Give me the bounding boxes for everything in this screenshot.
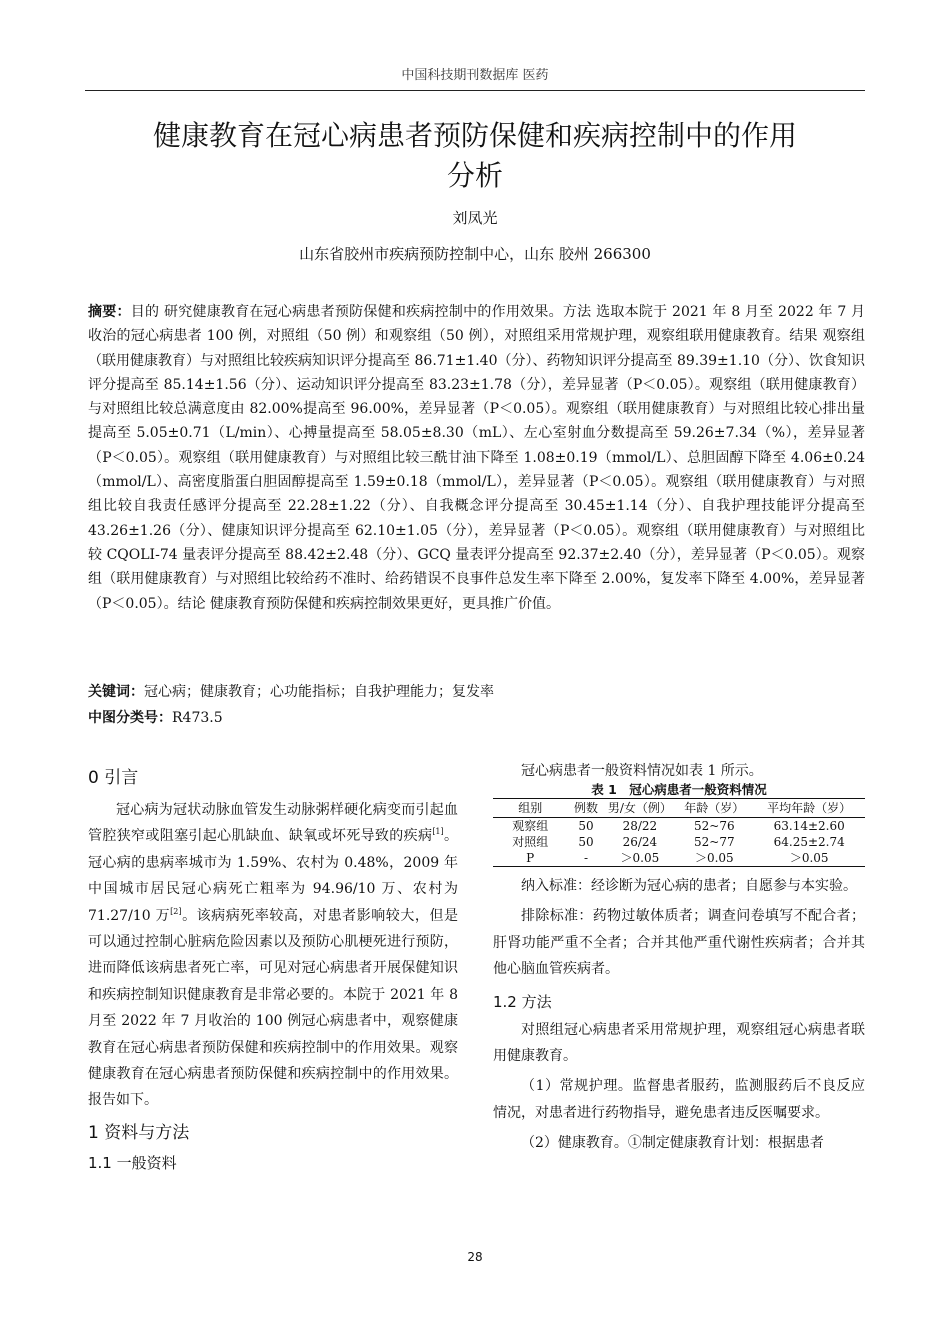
table-header-cell: 平均年龄（岁） (767, 801, 852, 815)
table-row (493, 818, 865, 835)
table-cell: 对照组 (512, 835, 549, 849)
methods-paragraph-2: （1）常规护理。监督患者服药，监测服药后不良反应情况，对患者进行药物指导，避免患者违反医嘱要求。 (493, 1078, 865, 1121)
methods-paragraph-1: 对照组冠心病患者采用常规护理，观察组冠心病患者联用健康教育。 (493, 1021, 865, 1065)
table-cell: 50 (578, 819, 594, 833)
table-cell: 52~76 (694, 819, 735, 833)
section-1-1-heading: 1.1 一般资料 (88, 1153, 177, 1172)
intro-text-1: 冠心病为冠状动脉血管发生动脉粥样硬化病变而引起血管腔狭窄或阻塞引起心肌缺血、缺氧或坏死导致的疾病 (88, 802, 458, 845)
exclusion-criteria: 排除标准：药物过敏体质者；调查问卷填写不配合者；肝肾功能严重不全者；合并其他严重代谢性疾病者；合并其他心脑血管疾病者。 (493, 908, 865, 978)
intro-text-3: 。该病病死率较高，对患者影响较大，但是可以通过控制心脏病危险因素以及预防心肌梗死进行预防，进而降低该病患者死亡率，可见对冠心病患者开展保健知识和疾病控制知识健康教育是非常必要的。本院于 2021 年 8 月至 2022 年 7 月收治的 100 例冠心病患者中，观察健康教育在冠心病患者预防保健和疾病控制中的作用效果。观察健康教育在冠心病患者预防保健和疾病控制中的作用效果。报告如下。 (88, 907, 459, 1109)
table-intro: 冠心病患者一般资料情况如表 1 所示。 (521, 763, 763, 779)
right-column (493, 760, 865, 1157)
table-1 (493, 798, 865, 867)
abstract-text: 目的 研究健康教育在冠心病患者预防保健和疾病控制中的作用效果。方法 选取本院于 2021 年 8 月至 2022 年 7 月收治的冠心病患者 100 例，对照组（50 例）和观察组（50 例），对照组采用常规护理，观察组联用健康教育。结果 观察组（联用健康教育）与对照组比较疾病知识评分提高至 86.71±1.40（分）、药物知识评分提高至 89.39±1.10（分）、饮食知识评分提高至 85.14±1.56（分）、运动知识评分提高至 83.23±1.78（分），差异显著（P＜0.05）。观察组（联用健康教育）与对照组比较总满意度由 82.00%提高至 96.00%，差异显著（P＜0.05）。观察组（联用健康教育）与对照组比较心排出量提高至 5.05±0.71（L/min）、心搏量提高至 58.05±8.30（mL）、左心室射血分数提高至 59.26±7.34（%），差异显著（P＜0.05）。观察组（联用健康教育）与对照组比较三酰甘油下降至 1.08±0.19（mmol/L）、总胆固醇下降至 4.06±0.24（mmol/L）、高密度脂蛋白胆固醇提高至 1.59±0.18（mmol/L），差异显著（P＜0.05）。观察组（联用健康教育）与对照组比较自我责任感评分提高至 22.28±1.22（分）、自我概念评分提高至 30.45±1.14（分）、自我护理技能评分提高至 43.26±1.26（分）、健康知识评分提高至 62.10±1.05（分），差异显著（P＜0.05）。观察组（联用健康教育）与对照组比较 CQOLI-74 量表评分提高至 88.42±2.48（分）、GCQ 量表评分提高至 92.37±2.40（分），差异显著（P＜0.05）。观察组（联用健康教育）与对照组比较给药不准时、给药错误不良事件总发生率下降至 2.00%，复发率下降至 4.00%，差异显著（P＜0.05）。结论 健康教育预防保健和疾病控制效果更好，更具推广价值。 (88, 304, 865, 612)
table-header-cell: 男/女（例） (607, 801, 672, 815)
keywords-text: 冠心病；健康教育；心功能指标；自我护理能力；复发率 (144, 684, 494, 700)
table-header-cell: 例数 (573, 801, 598, 815)
table-caption: 表 1 冠心病患者一般资料情况 (591, 782, 767, 797)
table-cell: ＞0.05 (694, 851, 734, 865)
methods-paragraph-3: （2）健康教育。①制定健康教育计划：根据患者 (521, 1135, 824, 1152)
title-line-1: 健康教育在冠心病患者预防保健和疾病控制中的作用 (152, 119, 797, 152)
table-row (493, 834, 865, 850)
table-cell: 52~77 (694, 835, 735, 849)
intro-paragraph (88, 797, 458, 1114)
table-cell: ＞0.05 (620, 851, 660, 865)
table-cell: 28/22 (622, 819, 658, 833)
affiliation: 山东省胶州市疾病预防控制中心，山东 胶州 266300 (299, 245, 651, 263)
citation-2: [2] (170, 906, 182, 916)
inclusion-criteria: 纳入标准：经诊断为冠心病的患者；自愿参与本实验。 (521, 878, 857, 894)
table-cell: 26/24 (622, 835, 658, 849)
classification-label: 中图分类号： (88, 710, 172, 726)
abstract (88, 300, 865, 616)
page-number: 28 (467, 1250, 483, 1264)
classification-number (88, 707, 865, 729)
citation-1: [1] (432, 827, 444, 837)
section-1-2-heading: 1.2 方法 (493, 992, 552, 1011)
intro-text-2: 。冠心病的患病率城市为 1.59%、农村为 0.48%，2009 年中国城市居民冠心病死亡粗率为 94.96/10 万、农村为 71.27/10 万 (88, 828, 459, 924)
section-1-heading: 1 资料与方法 (88, 1122, 190, 1143)
table-cell: 50 (578, 835, 594, 849)
section-0-heading: 0 引言 (88, 768, 139, 788)
table-header-cell: 组别 (518, 801, 543, 815)
keywords-label: 关键词： (88, 684, 144, 700)
running-header: 中国科技期刊数据库 医药 (85, 66, 865, 91)
title-line-2: 分析 (446, 159, 503, 192)
table-cell: 观察组 (512, 819, 549, 833)
table-cell: - (583, 851, 589, 865)
table-cell: 64.25±2.74 (773, 835, 845, 849)
abstract-label: 摘要： (88, 304, 131, 320)
keywords (88, 681, 865, 703)
table-cell: 63.14±2.60 (773, 819, 845, 833)
table-row (493, 850, 865, 867)
classification-text: R473.5 (172, 710, 223, 726)
table-header-cell: 年龄（岁） (684, 801, 745, 815)
left-column (88, 763, 458, 1178)
author: 刘凤光 (452, 209, 498, 227)
page-title (85, 116, 865, 196)
table-cell: ＞0.05 (789, 851, 829, 865)
table-header-row (493, 799, 865, 818)
table-cell: P (526, 851, 535, 865)
